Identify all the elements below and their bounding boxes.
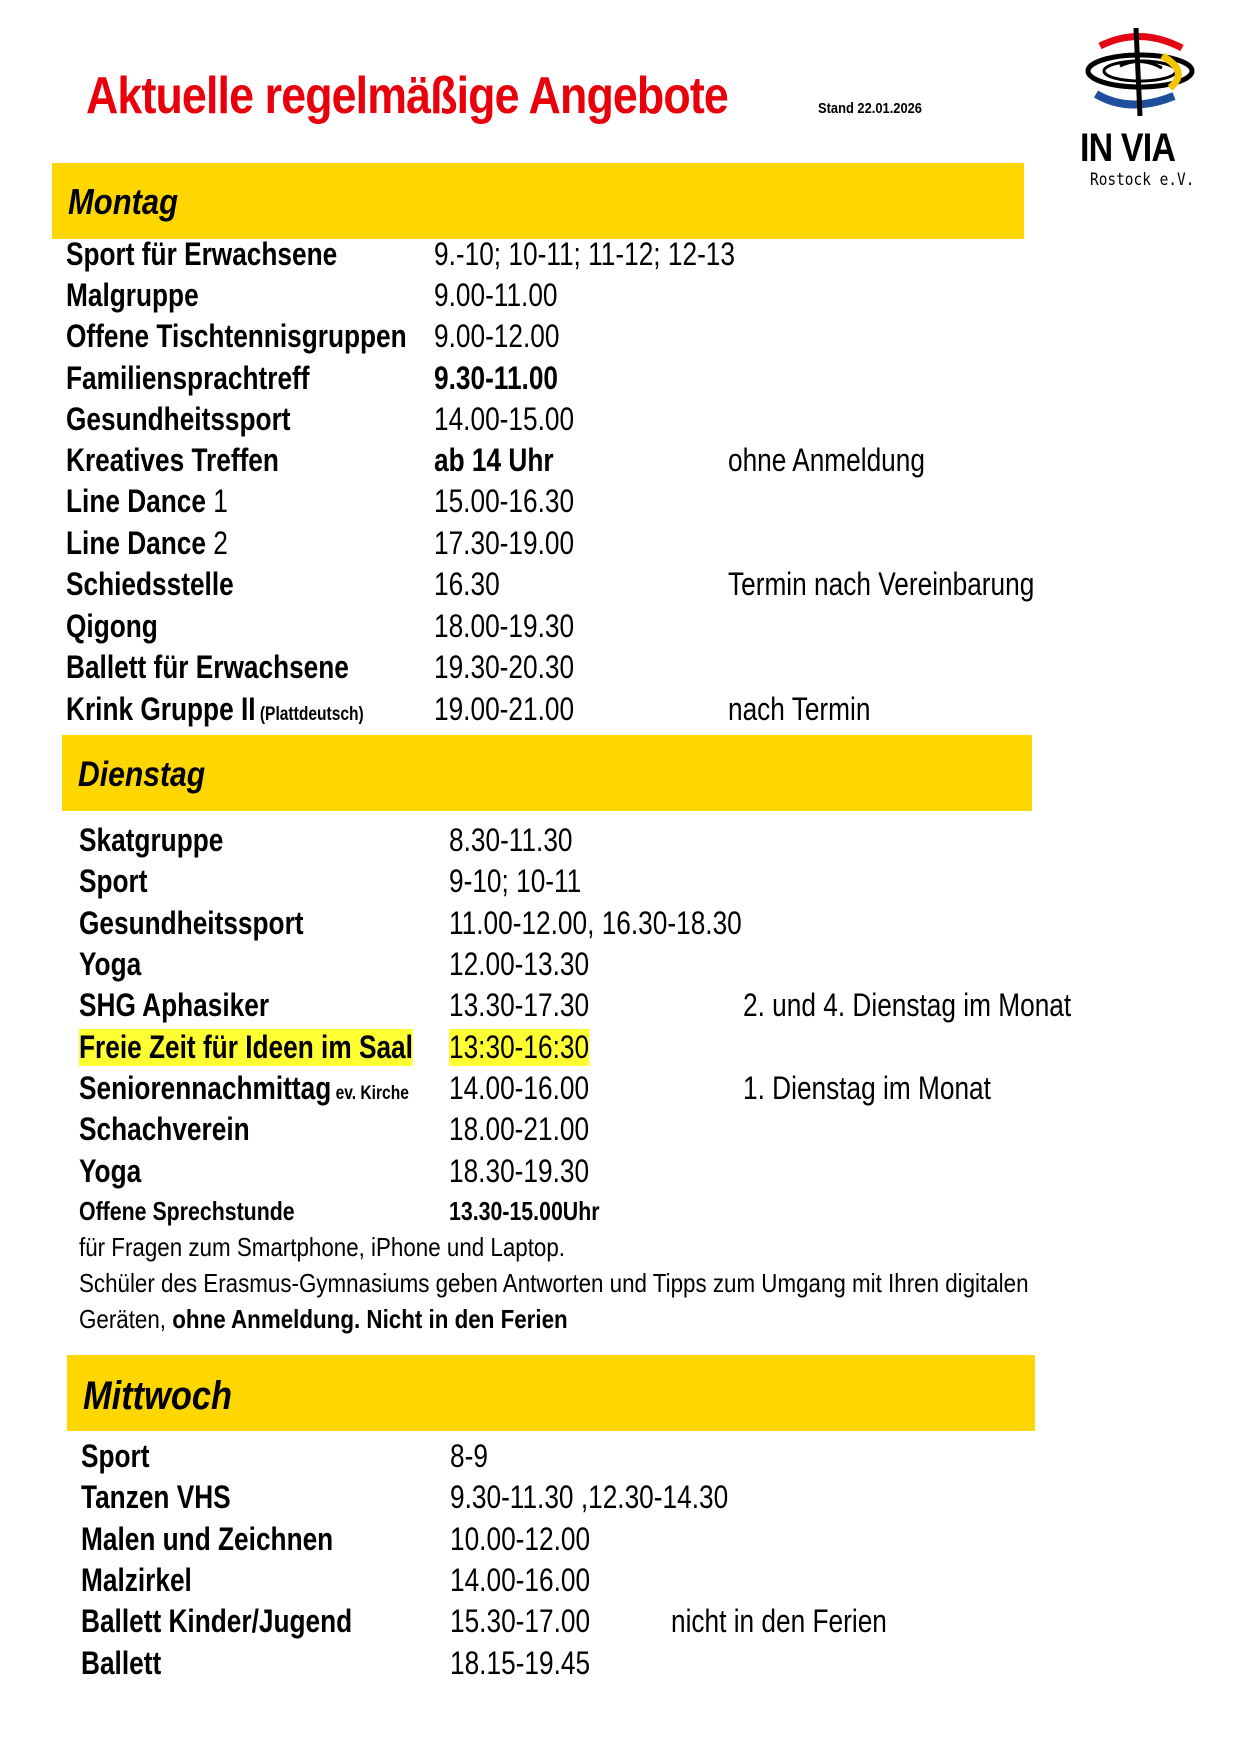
activity-time: 11.00-12.00, 16.30-18.30 — [449, 905, 742, 941]
activity-name: Yoga — [79, 1153, 142, 1189]
activity-time: ab 14 Uhr — [434, 442, 554, 478]
activity-name: Malzirkel — [81, 1562, 192, 1598]
activity-note: 1. Dienstag im Monat — [743, 1070, 991, 1106]
activity-time: 18.00-21.00 — [449, 1111, 590, 1147]
activity-name: Ballett für Erwachsene — [66, 649, 349, 685]
activity-note: nicht in den Ferien — [671, 1603, 887, 1639]
activity-note: ohne Anmeldung — [728, 442, 925, 478]
activity-name: Offene Sprechstunde — [79, 1196, 295, 1226]
activity-time: 15.00-16.30 — [434, 483, 575, 519]
activity-time: 16.30 — [434, 566, 500, 602]
activity-name: SHG Aphasiker — [79, 987, 270, 1023]
activity-time: 17.30-19.00 — [434, 525, 575, 561]
activity-name: Sport für Erwachsene — [66, 236, 338, 272]
activity-time: 15.30-17.00 — [450, 1603, 591, 1639]
activity-name: Tanzen VHS — [81, 1479, 231, 1515]
activity-time: 14.00-15.00 — [434, 401, 575, 437]
activity-name: Line Dance 1 — [66, 483, 228, 519]
activity-time: 9.30-11.00 — [434, 360, 559, 396]
activity-time: 14.00-16.00 — [450, 1562, 591, 1598]
activity-name: Familiensprachtreff — [66, 360, 310, 396]
day-label: Mittwoch — [83, 1374, 233, 1418]
activity-name: Freie Zeit für Ideen im Saal — [79, 1029, 413, 1065]
logo-text: IN VIA — [1080, 126, 1176, 170]
activity-name: Malgruppe — [66, 277, 199, 313]
activity-name: Krink Gruppe II (Plattdeutsch) — [66, 691, 364, 727]
activity-time: 13:30-16:30 — [449, 1029, 590, 1065]
logo-subtext: Rostock e.V. — [1090, 170, 1195, 190]
activity-time: 12.00-13.30 — [449, 946, 590, 982]
activity-name: Sport — [81, 1438, 150, 1474]
activity-note: nach Termin — [728, 691, 871, 727]
activity-time: 13.30-17.30 — [449, 987, 590, 1023]
activity-name: Ballett Kinder/Jugend — [81, 1603, 353, 1639]
day-label: Montag — [68, 181, 179, 222]
activity-note: 2. und 4. Dienstag im Monat — [743, 987, 1072, 1023]
activity-time: 9.-10; 10-11; 11-12; 12-13 — [434, 236, 735, 272]
activity-time: 18.00-19.30 — [434, 608, 575, 644]
info-line: Schüler des Erasmus-Gymnasiums geben Antworten und Tipps zum Umgang mit Ihren digitalen — [79, 1268, 1029, 1298]
info-line: für Fragen zum Smartphone, iPhone und Laptop. — [79, 1232, 566, 1262]
activity-time: 8.30-11.30 — [449, 822, 573, 858]
activity-time: 19.00-21.00 — [434, 691, 575, 727]
activity-time: 9.00-11.00 — [434, 277, 558, 313]
day-label: Dienstag — [78, 755, 206, 794]
day-header-mittwoch — [67, 1355, 1035, 1431]
activity-time: 8-9 — [450, 1438, 488, 1474]
activity-time: 19.30-20.30 — [434, 649, 575, 685]
activity-name: Yoga — [79, 946, 142, 982]
activity-note: Termin nach Vereinbarung — [728, 566, 1035, 602]
activity-name: Qigong — [66, 608, 158, 644]
activity-time: 9.30-11.30 ,12.30-14.30 — [450, 1479, 729, 1515]
activity-name: Line Dance 2 — [66, 525, 228, 561]
activity-name: Skatgruppe — [79, 822, 224, 858]
activity-name: Gesundheitssport — [79, 905, 304, 941]
info-line: Geräten, ohne Anmeldung. Nicht in den Ferien — [79, 1304, 568, 1334]
activity-time: 18.15-19.45 — [450, 1645, 591, 1681]
activity-time: 9-10; 10-11 — [449, 863, 582, 899]
activity-name: Kreatives Treffen — [66, 442, 279, 478]
activity-name: Sport — [79, 863, 148, 899]
activity-name: Ballett — [81, 1645, 162, 1681]
activity-time: 18.30-19.30 — [449, 1153, 590, 1189]
activity-time: 13.30-15.00Uhr — [449, 1196, 600, 1226]
activity-name: Schachverein — [79, 1111, 250, 1147]
day-header-montag — [52, 163, 1024, 239]
activity-time: 9.00-12.00 — [434, 318, 560, 354]
activity-time: 10.00-12.00 — [450, 1521, 591, 1557]
activity-name: Malen und Zeichnen — [81, 1521, 334, 1557]
activity-name: Gesundheitssport — [66, 401, 291, 437]
activity-name: Offene Tischtennisgruppen — [66, 318, 407, 354]
day-header-dienstag — [62, 735, 1032, 811]
activity-name: Seniorennachmittag ev. Kirche — [79, 1070, 409, 1106]
stand-date: Stand 22.01.2026 — [818, 100, 922, 117]
activity-name: Schiedsstelle — [66, 566, 234, 602]
activity-time: 14.00-16.00 — [449, 1070, 590, 1106]
page-title: Aktuelle regelmäßige Angebote — [86, 67, 728, 125]
